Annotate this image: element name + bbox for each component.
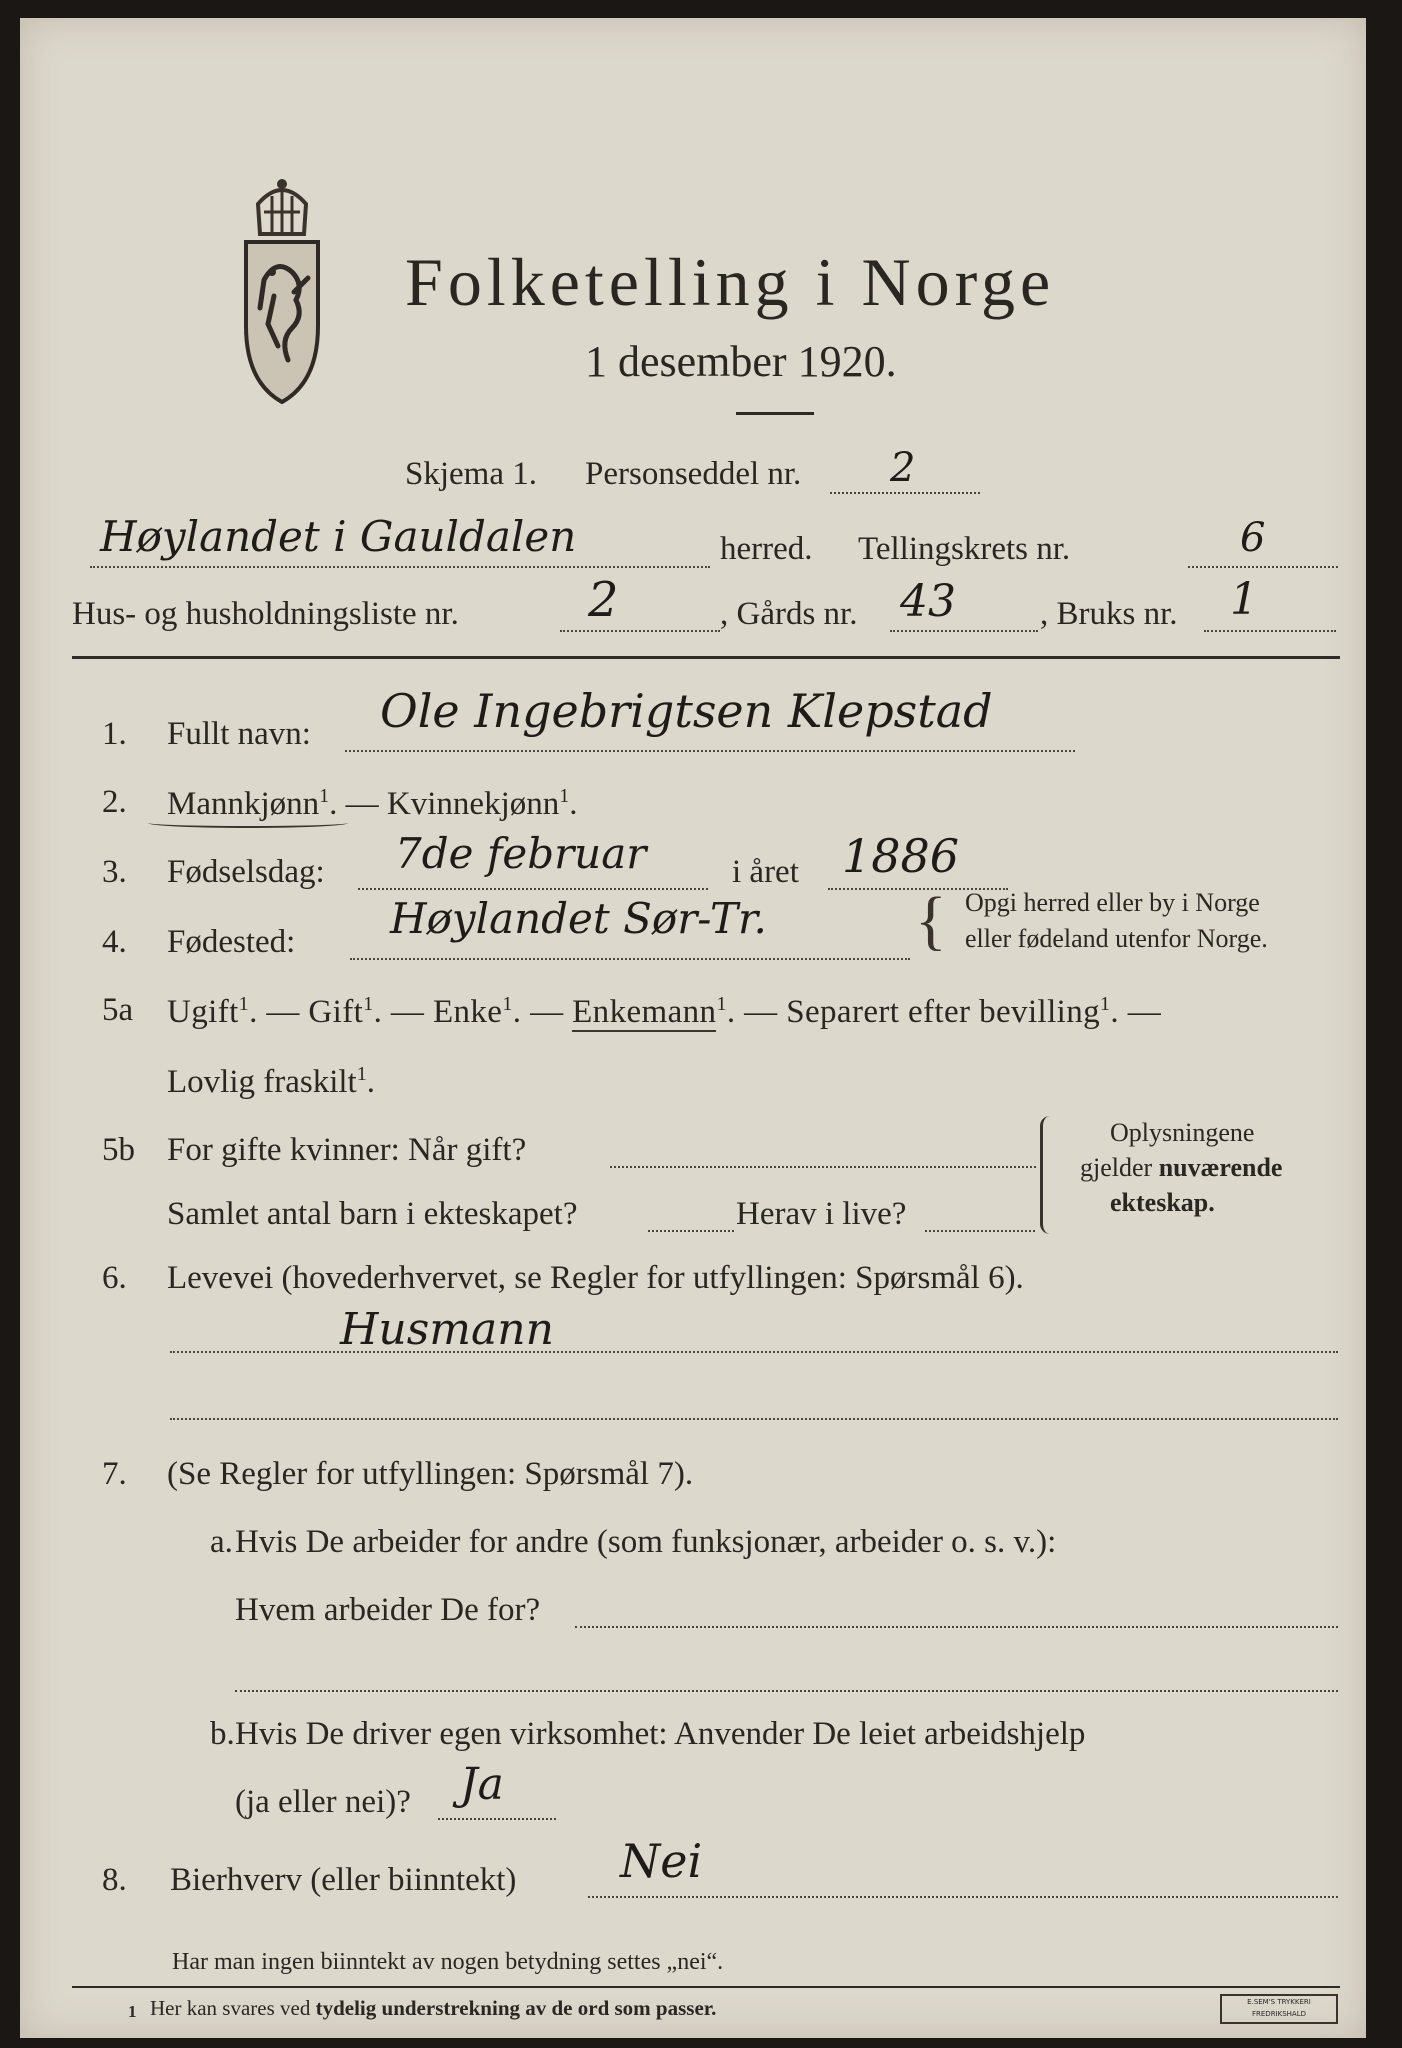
husholdning-label: Hus- og husholdningsliste nr.	[72, 596, 459, 632]
q5a-lovlig-fraskilt[interactable]: Lovlig fraskilt$^1$.	[167, 1063, 375, 1100]
q4-number: 4.	[102, 924, 127, 960]
q5b-note-line-1: Oplysningene	[1110, 1118, 1255, 1147]
q6-label: Levevei (hovederhvervet, se Regler for utfyllingen: Spørsmål 6).	[167, 1260, 1024, 1296]
q7b-label: Hvis De driver egen virksomhet: Anvender De leiet arbeidshjelp	[235, 1716, 1086, 1752]
q5a-enkemann[interactable]: Enkemann	[572, 994, 717, 1030]
gards-label: , Gårds nr.	[720, 596, 858, 632]
q5b-nar-gift-line	[610, 1166, 1036, 1168]
q8-label: Bierhverv (eller biinntekt)	[170, 1862, 517, 1898]
bruks-value: 1	[1230, 574, 1258, 625]
q6-number: 6.	[102, 1260, 127, 1296]
q4-note-line-2: eller fødeland utenfor Norge.	[965, 924, 1268, 953]
q8-value: Nei	[620, 1834, 703, 1888]
q3-number: 3.	[102, 854, 127, 890]
footnote-text: Her kan svares ved tydelig understrekning av de ord som passer.	[150, 1996, 717, 2020]
q1-line	[345, 750, 1075, 752]
q7b-value: Ja	[460, 1759, 504, 1810]
q7b-label-2: (ja eller nei)?	[235, 1784, 411, 1820]
form-title: Folketelling i Norge	[405, 244, 1056, 320]
q5a-options: Ugift$^1$. — Gift$^1$. — Enke$^1$. — Enkemann$^1$. — Separert efter bevilling$^1$. —	[167, 993, 1162, 1030]
header-divider	[72, 656, 1340, 659]
census-form-page	[20, 18, 1366, 2038]
personseddel-label: Personseddel nr.	[585, 456, 802, 492]
q7a-label: Hvis De arbeider for andre (som funksjonær, arbeider o. s. v.):	[235, 1524, 1057, 1560]
printer-stamp: E.SEM'S TRYKKERI FREDRIKSHALD	[1220, 1994, 1338, 2024]
husholdning-value: 2	[588, 572, 619, 628]
herred-line	[90, 566, 710, 568]
footer-divider	[72, 1986, 1340, 1988]
q2-selection-mark	[148, 818, 348, 828]
q1-value: Ole Ingebrigtsen Klepstad	[380, 684, 993, 738]
q2-mannkjonn[interactable]: Mannkjønn	[167, 786, 320, 822]
q8-line	[588, 1896, 1338, 1898]
q7a-label-2: Hvem arbeider De for?	[235, 1592, 541, 1628]
q5b-note-line-3: ekteskap.	[1110, 1188, 1215, 1217]
q7a-line-1	[575, 1626, 1338, 1628]
footer-note: Har man ingen biinntekt av nogen betydning settes „nei“.	[172, 1949, 724, 1975]
q5a-enke[interactable]: . — Enke	[373, 994, 503, 1030]
q7a-letter: a.	[210, 1524, 233, 1560]
q6-line-1	[170, 1351, 1338, 1353]
footnote-number: 1	[128, 2002, 137, 2021]
q3-year-label: i året	[732, 854, 799, 890]
q5b-label-nar-gift: For gifte kvinner: Når gift?	[167, 1132, 527, 1168]
q4-brace: {	[915, 884, 947, 957]
q7-label: (Se Regler for utfyllingen: Spørsmål 7).	[167, 1456, 694, 1492]
q5b-note-line-2: gjelder nuværende	[1080, 1153, 1283, 1182]
q2-kvinnekjonn[interactable]: Kvinnekjønn	[386, 786, 560, 822]
q5b-label-i-live: Herav i live?	[736, 1196, 907, 1232]
tellingskrets-label: Tellingskrets nr.	[858, 531, 1071, 567]
q6-line-2	[170, 1418, 1338, 1420]
q5a-ugift[interactable]: Ugift	[167, 994, 239, 1030]
q8-number: 8.	[102, 1862, 127, 1898]
gards-value: 43	[900, 576, 956, 627]
q5b-brace	[1040, 1116, 1057, 1234]
gards-line	[890, 630, 1038, 632]
bruks-label: , Bruks nr.	[1040, 596, 1178, 632]
herred-label: herred.	[720, 531, 813, 567]
q1-number: 1.	[102, 716, 127, 752]
q1-label: Fullt navn:	[167, 716, 311, 752]
tellingskrets-line	[1188, 566, 1338, 568]
tellingskrets-value: 6	[1240, 515, 1266, 561]
personseddel-line	[830, 492, 980, 494]
q4-note-line-1: Opgi herred eller by i Norge	[965, 888, 1260, 917]
q5a-number: 5a	[102, 992, 134, 1028]
q3-year-value: 1886	[842, 829, 960, 883]
q6-value: Husmann	[340, 1304, 554, 1355]
title-divider	[736, 412, 814, 415]
q5b-label-barn: Samlet antal barn i ekteskapet?	[167, 1196, 578, 1232]
bruks-line	[1204, 630, 1336, 632]
q4-value: Høylandet Sør-Tr.	[390, 894, 767, 943]
q2-number: 2.	[102, 784, 127, 820]
q7a-line-2	[235, 1690, 1338, 1692]
q4-line	[350, 958, 910, 960]
norwegian-coat-of-arms-icon	[234, 176, 330, 408]
herred-value: Høylandet i Gauldalen	[100, 512, 577, 561]
q5b-number: 5b	[102, 1132, 135, 1168]
q7b-letter: b.	[210, 1716, 235, 1752]
q5b-barn-line	[648, 1230, 734, 1232]
q5a-separert[interactable]: . — Separert efter bevilling	[726, 994, 1101, 1030]
q3-value: 7de februar	[395, 829, 647, 878]
q3-label: Fødselsdag:	[167, 854, 325, 890]
q2-options: Mannkjønn$^1$. — Kvinnekjønn$^1$.	[167, 785, 578, 822]
husholdning-line	[560, 630, 720, 632]
skjema-label: Skjema 1.	[405, 456, 537, 492]
q7-number: 7.	[102, 1456, 127, 1492]
q4-label: Fødested:	[167, 924, 296, 960]
census-date: 1 desember 1920.	[585, 337, 897, 386]
q5a-gift[interactable]: . — Gift	[249, 994, 364, 1030]
q5b-i-live-line	[925, 1230, 1035, 1232]
personseddel-value: 2	[890, 445, 916, 491]
q3-line	[358, 888, 708, 890]
q7b-line	[438, 1818, 556, 1820]
